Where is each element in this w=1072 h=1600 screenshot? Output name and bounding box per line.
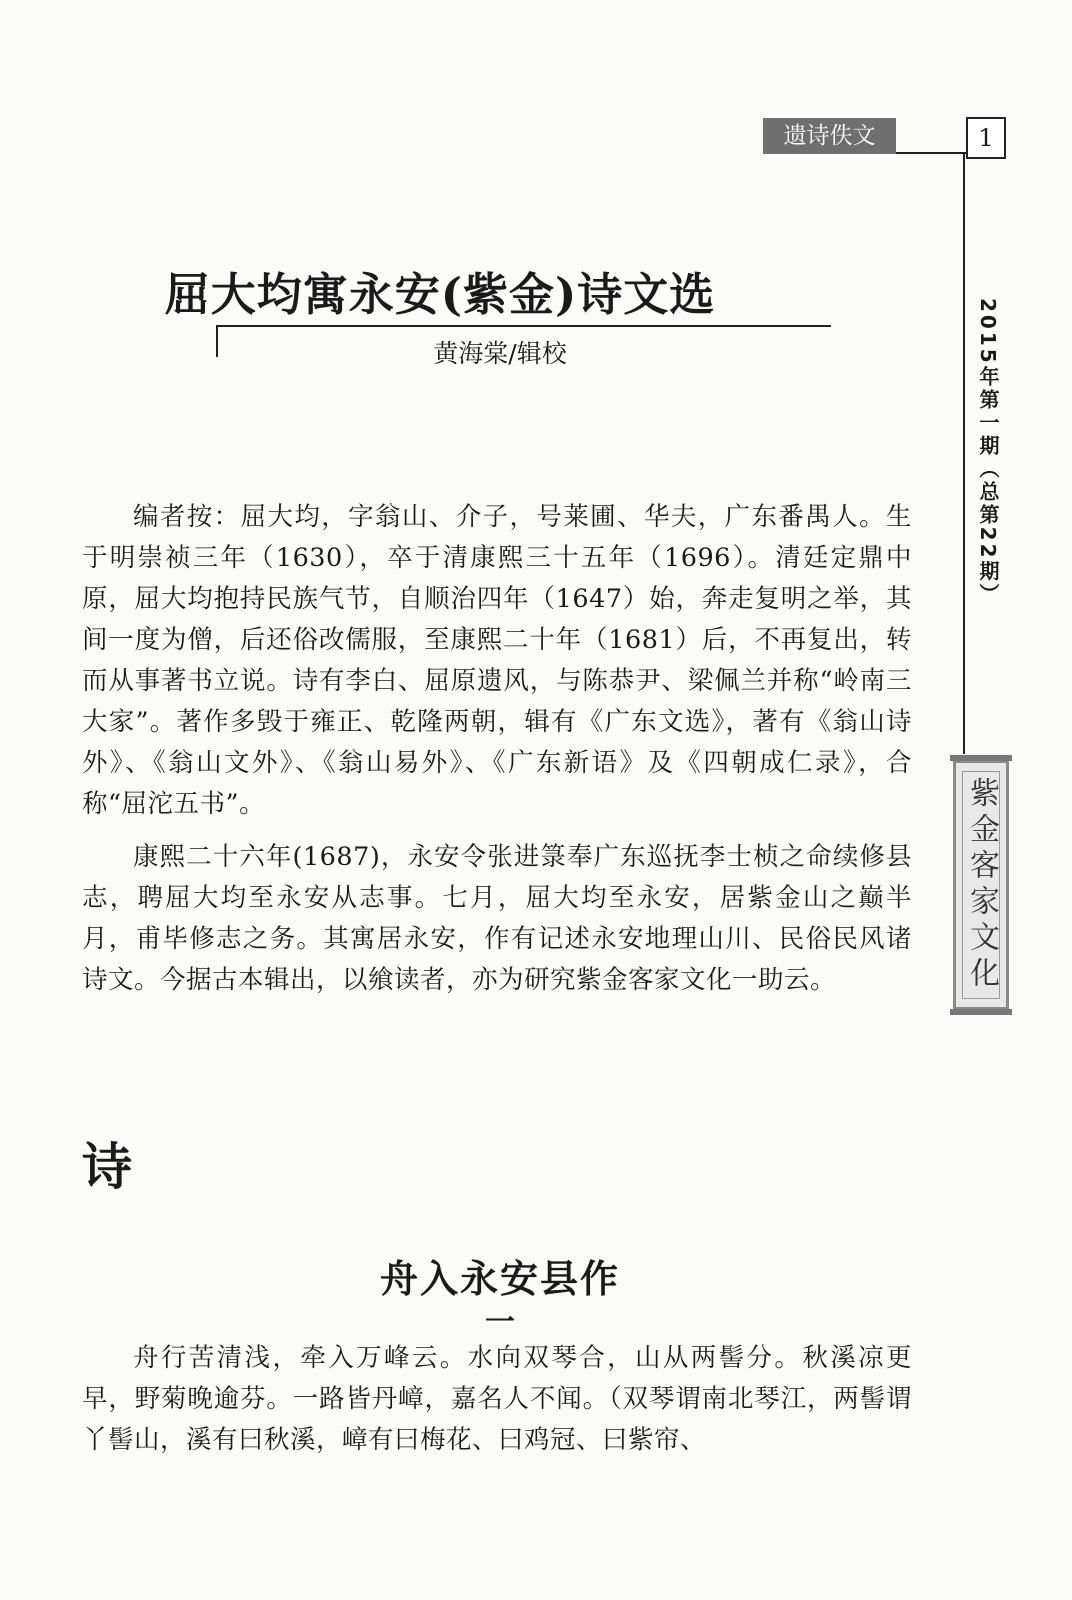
editor-note-paragraph-2 <box>82 837 912 1001</box>
journal-seal-logo <box>953 760 1009 1010</box>
poem-title: 舟入永安县作 <box>379 1257 620 1301</box>
section-tag: 遗诗佚文 <box>763 118 896 154</box>
byline: 黄海棠/辑校 <box>433 339 567 368</box>
margin-rule <box>963 154 965 754</box>
poem-paragraph <box>82 1338 912 1461</box>
title-rule <box>216 325 831 327</box>
title-rule-tick <box>216 325 218 357</box>
seal-text: 紫金客家文化 <box>962 771 1000 999</box>
header-rule <box>896 152 966 154</box>
editor-note-paragraph-1 <box>82 497 912 825</box>
poem-text: 舟行苦清浅，牵入万峰云。水向双琴合，山从两髻分。秋溪凉更早，野菊晚逾芬。一路皆丹嶂，嘉名人不闻。（双琴谓南北琴江，两髻谓丫髻山，溪有曰秋溪，嶂有曰梅花、曰鸡冠、曰紫帘、 <box>82 1343 912 1455</box>
page-number: 1 <box>966 117 1006 159</box>
poem-number: 一 <box>485 1305 515 1340</box>
section-heading-poems: 诗 <box>82 1138 132 1196</box>
issue-label: 2015年第一期（总第22期） <box>976 298 1000 607</box>
article-title: 屈大均寓永安(紫金)诗文选 <box>164 268 716 321</box>
editor-note-text-2: 康熙二十六年(1687)，永安令张进箓奉广东巡抚李士桢之命续修县志，聘屈大均至永安从志事。七月，屈大均至永安，居紫金山之巅半月，甫毕修志之务。其寓居永安，作有记述永安地理山川、民俗民风诸诗文。今据古本辑出，以飨读者，亦为研究紫金客家文化一助云。 <box>82 842 912 995</box>
editor-note-text-1: 编者按：屈大均，字翁山、介子，号莱圃、华夫，广东番禺人。生于明崇祯三年（1630），卒于清康熙三十五年（1696）。清廷定鼎中原，屈大均抱持民族气节，自顺治四年（1647）始，奔走复明之举，其间一度为僧，后还俗改儒服，至康熙二十年（1681）后，不再复出，转而从事著书立说。诗有李白、屈原遗风，与陈恭尹、梁佩兰并称“岭南三大家”。著作多毁于雍正、乾隆两朝，辑有《广东文选》，著有《翁山诗外》、《翁山文外》、《翁山易外》、《广东新语》及《四朝成仁录》，合称“屈沱五书”。 <box>82 502 912 819</box>
